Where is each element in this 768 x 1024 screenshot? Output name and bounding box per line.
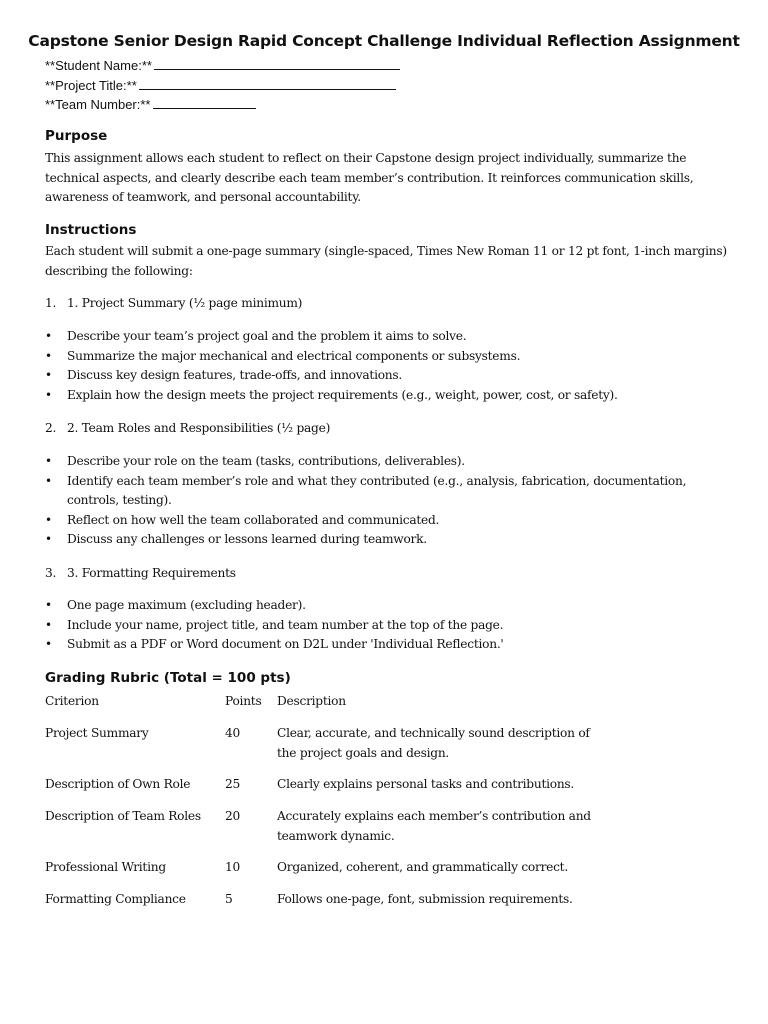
rubric-points: 10 [225, 860, 241, 874]
rubric-description: Accurately explains each member’s contribution and teamwork dynamic. [277, 809, 591, 843]
project-title-blank [139, 77, 396, 90]
list-item: • Explain how the design meets the project requirements (e.g., weight, power, cost, or safety). [45, 386, 725, 406]
rubric-heading: Grading Rubric (Total = 100 pts) [45, 670, 291, 686]
rubric-criterion: Project Summary [45, 726, 149, 740]
rubric-col-points: Points [225, 694, 262, 708]
team-number-line [45, 95, 400, 115]
rubric-points: 25 [225, 777, 241, 791]
instructions-heading: Instructions [45, 222, 137, 238]
section-3-number: 3. [45, 566, 57, 580]
rubric-col-criterion: Criterion [45, 694, 99, 708]
section-3-bullets [45, 596, 725, 655]
list-item: • Describe your team’s project goal and the problem it aims to solve. [45, 327, 725, 347]
rubric-points: 20 [225, 809, 241, 823]
list-item: • Describe your role on the team (tasks, contributions, deliverables). [45, 452, 725, 472]
document-title: Capstone Senior Design Rapid Concept Challenge Individual Reflection Assignment [28, 32, 740, 50]
rubric-col-description: Description [277, 694, 346, 708]
list-item: • Summarize the major mechanical and electrical components or subsystems. [45, 347, 725, 367]
list-item: • Reflect on how well the team collaborated and communicated. [45, 511, 725, 531]
team-number-label: **Team Number:** [45, 97, 151, 112]
section-1-label: 1. Project Summary (½ page minimum) [67, 296, 303, 310]
section-2-heading [45, 419, 330, 439]
section-2-label: 2. Team Roles and Responsibilities (½ page) [67, 421, 331, 435]
rubric-criterion: Description of Own Role [45, 777, 191, 791]
instructions-intro: Each student will submit a one-page summary (single-spaced, Times New Roman 11 or 12 pt font, 1-inch margins) describing the following: [45, 244, 727, 278]
rubric-points: 5 [225, 892, 233, 906]
section-1-number: 1. [45, 296, 57, 310]
purpose-text: This assignment allows each student to reflect on their Capstone design project individually, summarize the technical aspects, and clearly describe each team member’s contribution. It reinforces communication skills, awareness of teamwork, and personal accountability. [45, 151, 694, 204]
list-item: • Submit as a PDF or Word document on D2L under 'Individual Reflection.' [45, 635, 725, 655]
project-title-label: **Project Title:** [45, 77, 137, 93]
student-name-label: **Student Name:** [45, 58, 152, 73]
rubric-description: Clear, accurate, and technically sound description of the project goals and design. [277, 726, 590, 760]
header-fields [45, 56, 400, 115]
rubric-description: Follows one-page, font, submission requirements. [277, 892, 573, 906]
rubric-criterion: Professional Writing [45, 860, 166, 874]
rubric-criterion: Formatting Compliance [45, 892, 186, 906]
section-3-heading [45, 564, 236, 584]
rubric-description: Organized, coherent, and grammatically correct. [277, 860, 568, 874]
student-name-blank [154, 57, 400, 70]
purpose-heading: Purpose [45, 128, 108, 144]
section-2-number: 2. [45, 421, 57, 435]
list-item: • Discuss any challenges or lessons learned during teamwork. [45, 530, 725, 550]
section-1-bullets [45, 327, 725, 405]
rubric-points: 40 [225, 726, 241, 740]
rubric-criterion: Description of Team Roles [45, 809, 201, 823]
section-1-heading [45, 294, 302, 314]
project-title-line [45, 76, 400, 96]
student-name-line [45, 56, 400, 76]
team-number-blank [153, 96, 256, 109]
section-3-label: 3. Formatting Requirements [67, 566, 236, 580]
list-item: • Discuss key design features, trade-offs, and innovations. [45, 366, 725, 386]
list-item: • Include your name, project title, and team number at the top of the page. [45, 616, 725, 636]
list-item: • Identify each team member’s role and what they contributed (e.g., analysis, fabrication, documentation, controls, testing). [45, 472, 725, 511]
rubric-description: Clearly explains personal tasks and contributions. [277, 777, 575, 791]
section-2-bullets [45, 452, 725, 550]
list-item: • One page maximum (excluding header). [45, 596, 725, 616]
